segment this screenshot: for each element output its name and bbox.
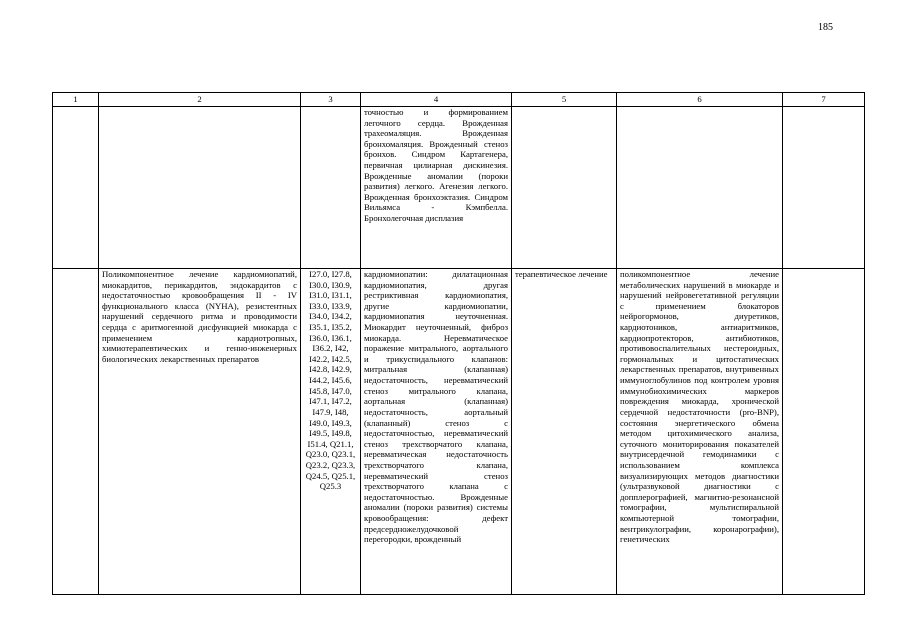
column-number: 7 bbox=[783, 93, 865, 107]
diagnosis-text: кардиомиопатии: дилатационная кардиомиопатия, другая рестриктивная кардиомиопатия, другие кардиомиопатии, кардиомиопатия неуточненная. Миокардит неуточненный, фиброз миокарда. Неревматическое поражение митрального, аортального и трикуспидального клапанов: митральная (клапанная) недостаточность, неревматический стеноз митрального клапана, аортальная (клапанная) недостаточность, аортальный (клапанный) стеноз с недостаточностью, неревматический стеноз трехстворчатого клапана, неревматическая недостаточность трехстворчатого клапана, неревматический стеноз трехстворчатого клапана с недостаточностью. Врожденные аномалии (пороки развития) системы кровообращения: дефект предсердножелудочковой перегородки, врожденный bbox=[364, 269, 508, 545]
column-number: 1 bbox=[53, 93, 99, 107]
table-cell bbox=[99, 107, 301, 269]
column-number: 4 bbox=[361, 93, 512, 107]
column-number: 5 bbox=[512, 93, 617, 107]
table-row bbox=[53, 107, 865, 269]
table-cell bbox=[301, 107, 361, 269]
table-row bbox=[53, 269, 865, 595]
table-cell bbox=[53, 269, 99, 595]
diagnosis-text: точностью и формированием легочного сердца. Врожденная трахеомаляция. Врожденная бронхомаляция. Врожденный стеноз бронхов. Синдром Картагенера, первичная цилиарная дискинезия. Врожденные аномалии (пороки развития) легкого. Агенезия легкого. Врожденная бронхоэктазия. Синдром Вильямса - Кэмпбелла. Бронхолегочная дисплазия bbox=[364, 107, 508, 224]
treatment-name-cell: Поликомпонентное лечение кардиомиопатий, миокардитов, перикардитов, эндокардитов с недостаточностью кровообращения II - IV функционального класса (NYHA), резистентных нарушений сердечного ритма и проводимости сердца с аритмогенной дисфункцией миокарда с применением кардиотропных, химиотерапевтических и генно-инженерных биологических лекарственных препаратов bbox=[99, 269, 301, 595]
column-number: 6 bbox=[617, 93, 783, 107]
table-cell bbox=[617, 107, 783, 269]
table-header-row bbox=[53, 93, 865, 107]
page-number: 185 bbox=[818, 22, 833, 33]
table-cell bbox=[53, 107, 99, 269]
column-number: 2 bbox=[99, 93, 301, 107]
table-cell bbox=[361, 269, 512, 595]
treatment-method-cell: поликомпонентное лечение метаболических нарушений в миокарде и нарушений нейровегетативной регуляции с применением блокаторов нейрогормонов, диуретиков, кардиотоников, антиаритмиков, кардиопротекторов, антибиотиков, противовоспалительных нестероидных, гормональных и цитостатических лекарственных препаратов, внутривенных иммуноглобулинов под контролем уровня иммунобиохимических маркеров повреждения миокарда, хронической сердечной недостаточности (pro-BNP), состояния энергетического обмена методом цитохимического анализа, суточного мониторирования показателей внутрисердечной гемодинамики с использованием комплекса визуализирующих методов диагностики (ультразвуковой диагностики с допплерографией, магнитно-резонансной томографии, мультиспиральной компьютерной томографии, вентрикулографии, коронарографии), генетических bbox=[617, 269, 783, 595]
table-cell bbox=[783, 269, 865, 595]
column-number: 3 bbox=[301, 93, 361, 107]
procedure-table bbox=[52, 92, 865, 595]
table-cell bbox=[512, 107, 617, 269]
icd-codes-cell: I27.0, I27.8, I30.0, I30.9, I31.0, I31.1, I33.0, I33.9, I34.0, I34.2, I35.1, I35.2, I36.0, I36.1, I36.2, I42, I42.2, I42.5, I42.8, I42.9, I44.2, I45.6, I45.8, I47.0, I47.1, I47.2, I47.9, I48, I49.0, I49.3, I49.5, I49.8, I51.4, Q21.1, Q23.0, Q23.1, Q23.2, Q23.3, Q24.5, Q25.1, Q25.3 bbox=[301, 269, 361, 595]
table-cell bbox=[361, 107, 512, 269]
treatment-type-cell: терапевтическое лечение bbox=[512, 269, 617, 595]
table-cell bbox=[783, 107, 865, 269]
